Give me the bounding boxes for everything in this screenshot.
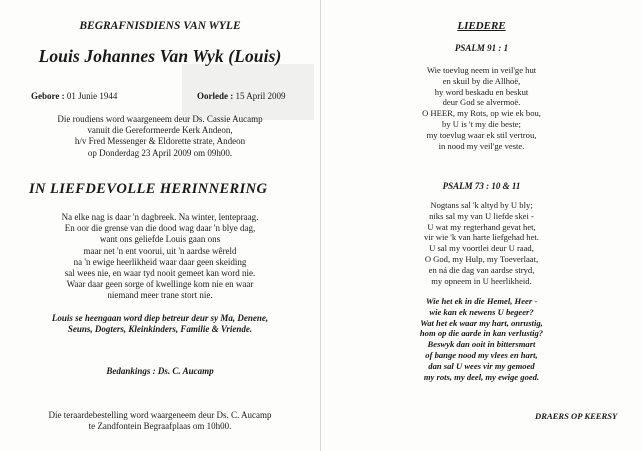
service-line: op Donderdag 23 April 2009 om 09h00. xyxy=(87,147,233,158)
psalm-73-bold-verse xyxy=(321,296,642,382)
service-line: h/v Fred Messenger & Eldorette strate, Andeon xyxy=(74,136,246,147)
psalm-line: niks sal my van U liefde skei - xyxy=(429,210,534,221)
poem-line: want ons geliefde Louis gaan ons xyxy=(99,234,221,245)
psalm-line: en ná die dag van aardse stryd, xyxy=(428,264,535,275)
psalm-line: hy word beskadu en beskut xyxy=(434,86,529,97)
mourners-text xyxy=(0,313,320,335)
psalm-91-title: PSALM 91 : 1 xyxy=(454,43,509,53)
poem-line: En oor die grense van die dood wag daar 'n blye dag, xyxy=(64,223,256,234)
psalm-line: Nogtans sal 'k altyd by U bly; xyxy=(430,200,533,210)
poem-line: sal wees nie, en waar tyd nooit gemeet kan word nie. xyxy=(64,268,256,279)
left-panel xyxy=(0,0,320,451)
right-panel xyxy=(321,0,642,451)
mourners-line: Louis se heengaan word diep betreur deur sy Ma, Denene, xyxy=(51,313,269,323)
birth-value: 01 Junie 1944 xyxy=(66,91,118,101)
psalm-line: U wat my regterhand gevat het, xyxy=(427,221,536,232)
poem-line: na 'n ewige heerlikheid waar daar geen skeiding xyxy=(73,256,247,267)
psalm-line: vir wie 'k van harte liefgehad het. xyxy=(424,232,539,243)
mourners-line: Seuns, Dogters, Kleinkinders, Familie & Vriende. xyxy=(67,324,253,335)
psalm-line: U sal my voortlei deur U raad, xyxy=(429,243,534,254)
poem-line: niemand meer trane stort nie. xyxy=(107,290,213,301)
psalm-73-text xyxy=(321,200,642,286)
psalm-line: Wie toevlug neem in veil'ge hut xyxy=(426,65,537,75)
service-line: vanuit die Gereformeerde Kerk Andeon, xyxy=(87,125,233,136)
service-line: Die roudiens word waargeneem deur Ds. Cassie Aucamp xyxy=(57,114,263,124)
service-details xyxy=(0,114,320,159)
birth-label: Gebore : xyxy=(31,91,65,101)
memoriam-poem xyxy=(0,212,320,302)
verse-line: hom op die aarde in kan verlustig? xyxy=(419,328,544,339)
psalm-line: my toevlug waar ek stil vertrou, xyxy=(426,129,537,140)
service-header: BEGRAFNISDIENS VAN WYLE xyxy=(79,20,241,32)
psalm-line: my opneem in U heerlikheid. xyxy=(431,275,532,286)
psalm-91-text xyxy=(321,65,642,151)
memoriam-title: IN LIEFDEVOLLE HERINNERING xyxy=(29,181,268,197)
psalm-line: O God, my Hulp, my Toeverlaat, xyxy=(424,253,539,264)
verse-line: Wat het ek waar my hart, onrustig, xyxy=(420,317,543,328)
birth-date xyxy=(31,91,117,101)
verse-line: of bange nood my vlees en hart, xyxy=(425,349,538,360)
thanks-line: Bedankings : Ds. C. Aucamp xyxy=(106,366,214,376)
psalm-73-title: PSALM 73 : 10 & 11 xyxy=(442,181,521,191)
burial-line: Die teraardebestelling word waargeneem deur Ds. C. Aucamp xyxy=(48,410,272,420)
burial-details xyxy=(0,410,320,432)
death-label: Oorlede : xyxy=(197,91,234,101)
poem-line: Waar daar geen sorge of kwellinge kom nie en waar xyxy=(66,279,254,290)
deceased-name: Louis Johannes Van Wyk (Louis) xyxy=(38,46,282,66)
psalm-line: deur God se alvermoë. xyxy=(442,97,521,108)
poem-line: maar net 'n ent voorui, uit 'n aardse wêreld xyxy=(83,245,237,256)
poem-line: Na elke nag is daar 'n dagbreek. Na winter, lentepraag. xyxy=(61,212,259,222)
verse-line: Beswyk dan ooit in bittersmart xyxy=(427,339,536,350)
death-value: 15 April 2009 xyxy=(235,91,286,101)
psalm-line: O HEER, my Rots, op wie ek bou, xyxy=(422,108,541,119)
burial-line: te Zandfontein Begraafplaas om 10h00. xyxy=(88,421,232,432)
psalm-line: en skuil by die Allhoë, xyxy=(442,75,521,86)
psalm-line: in nood my veil'ge veste. xyxy=(438,140,525,151)
psalm-line: by U is 't my die beste; xyxy=(442,118,521,129)
verse-line: Wie het ek in die Hemel, Heer - xyxy=(425,296,538,306)
bearers-note: DRAERS OP KEERSY xyxy=(535,411,618,421)
verse-line: dan sal U wees vir my gemoed xyxy=(428,360,535,371)
death-date xyxy=(197,91,286,101)
songs-title: LIEDERE xyxy=(457,20,506,32)
verse-line: wie kan ek newens U begeer? xyxy=(429,306,534,317)
verse-line: my rots, my deel, my ewige goed. xyxy=(423,371,540,382)
